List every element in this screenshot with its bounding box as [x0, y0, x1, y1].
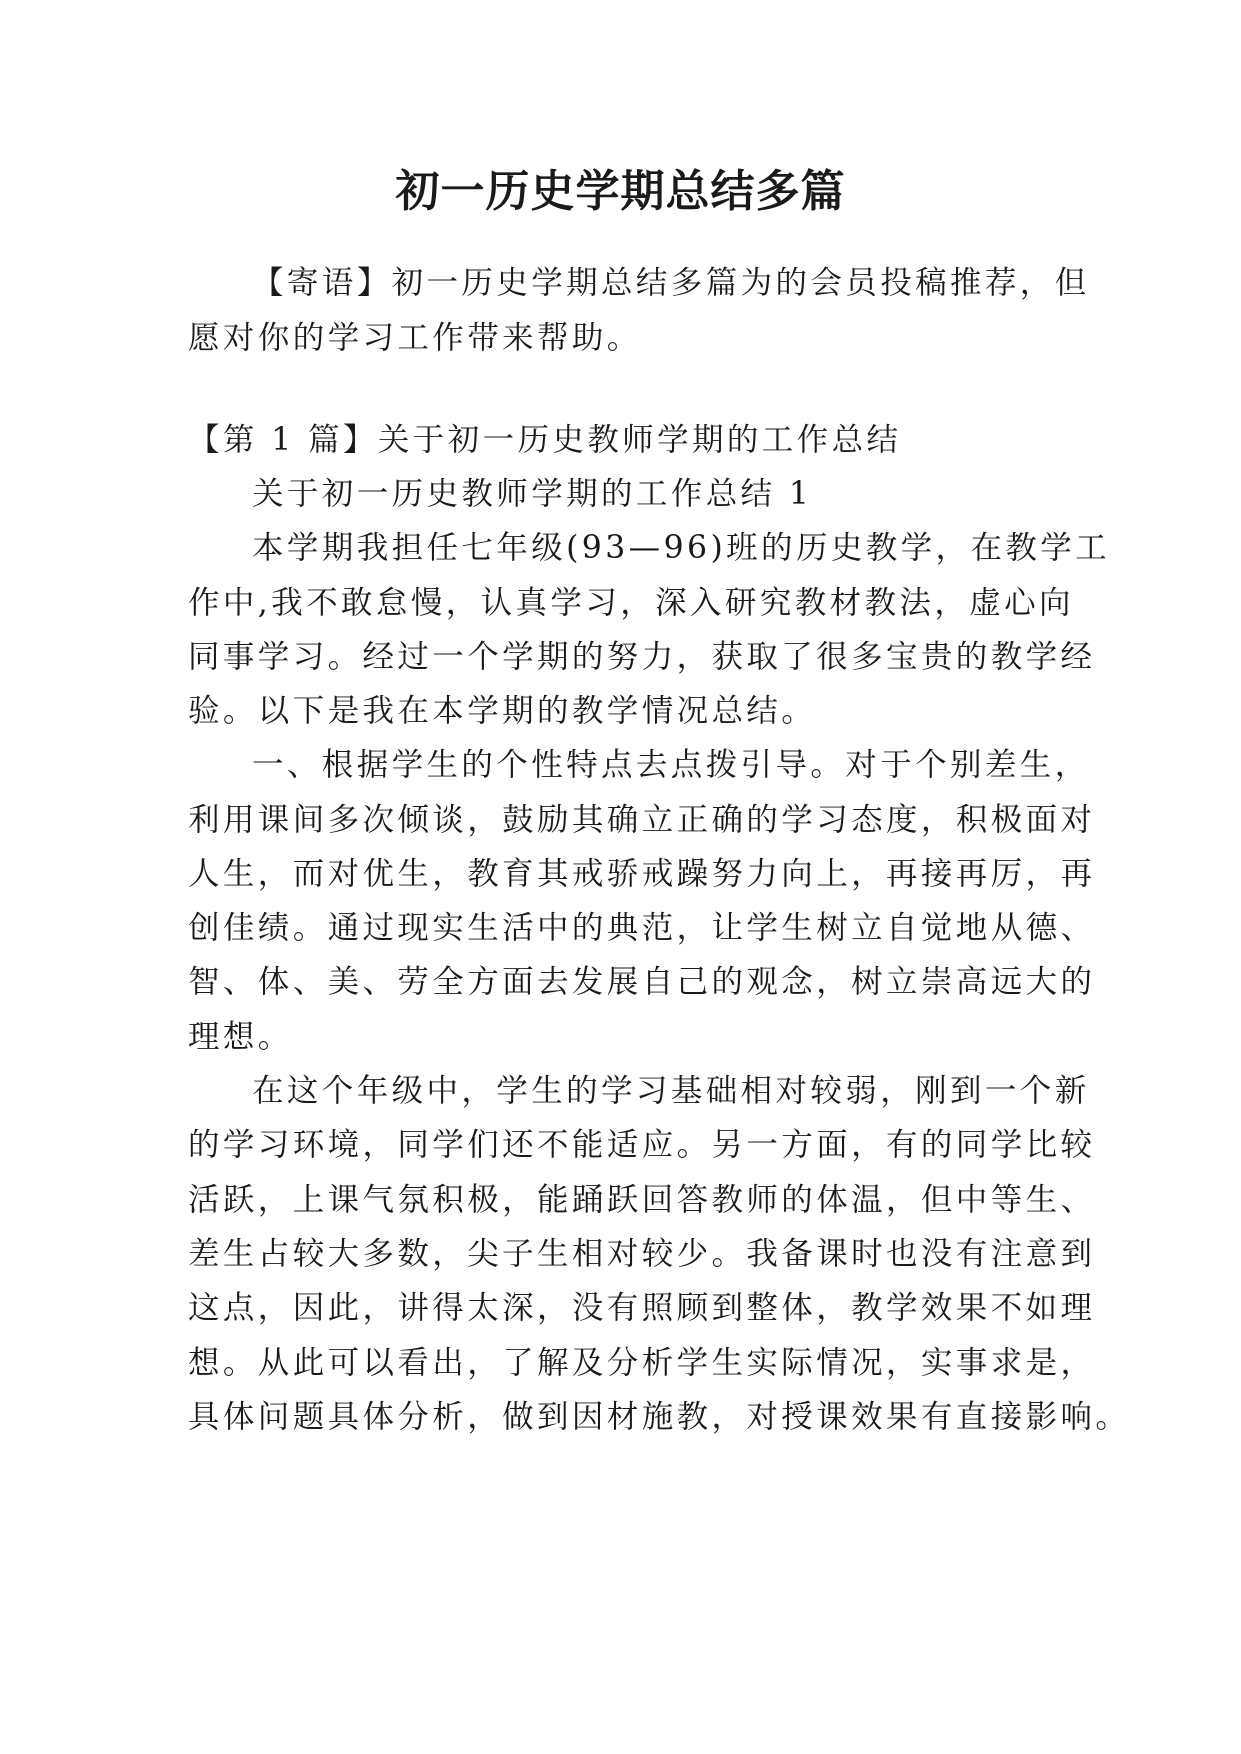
paragraph-line: 利用课间多次倾谈，鼓励其确立正确的学习态度，积极面对 [188, 802, 1096, 838]
paragraph-line: 的学习环境，同学们还不能适应。另一方面，有的同学比较 [188, 1127, 1096, 1163]
paragraph-line: 差生占较大多数，尖子生相对较少。我备课时也没有注意到 [188, 1236, 1096, 1272]
paragraph-line: 创佳绩。通过现实生活中的典范，让学生树立自觉地从德、 [188, 910, 1096, 946]
paragraph-line: 在这个年级中，学生的学习基础相对较弱，刚到一个新 [252, 1073, 1090, 1109]
section-heading: 【第 1 篇】关于初一历史教师学期的工作总结 [188, 422, 902, 458]
paragraph-line: 理想。 [188, 1019, 293, 1055]
paragraph-line: 一、根据学生的个性特点去点拨引导。对于个别差生， [252, 747, 1090, 783]
paragraph-line: 具体问题具体分析，做到因材施教，对授课效果有直接影响。 [188, 1399, 1131, 1435]
foreword-line-1: 【寄语】初一历史学期总结多篇为的会员投稿推荐，但 [252, 265, 1090, 301]
paragraph-line: 验。以下是我在本学期的教学情况总结。 [188, 693, 817, 729]
paragraph-line: 本学期我担任七年级(93—96)班的历史教学，在教学工 [252, 530, 1111, 566]
foreword-line-2: 愿对你的学习工作带来帮助。 [188, 320, 642, 356]
subheading: 关于初一历史教师学期的工作总结 1 [252, 476, 813, 512]
paragraph-line: 智、体、美、劳全方面去发展自己的观念，树立崇高远大的 [188, 964, 1096, 1000]
paragraph-line: 这点，因此，讲得太深，没有照顾到整体，教学效果不如理 [188, 1290, 1096, 1326]
paragraph-line: 人生，而对优生，教育其戒骄戒躁努力向上，再接再厉，再 [188, 856, 1096, 892]
paragraph-line: 活跃，上课气氛积极，能踊跃回答教师的体温，但中等生、 [188, 1182, 1096, 1218]
paragraph-line: 同事学习。经过一个学期的努力，获取了很多宝贵的教学经 [188, 639, 1096, 675]
paragraph-line: 想。从此可以看出，了解及分析学生实际情况，实事求是， [188, 1345, 1096, 1381]
paragraph-line: 作中,我不敢怠慢，认真学习，深入研究教材教法，虚心向 [188, 585, 1074, 621]
document-title: 初一历史学期总结多篇 [395, 166, 846, 217]
